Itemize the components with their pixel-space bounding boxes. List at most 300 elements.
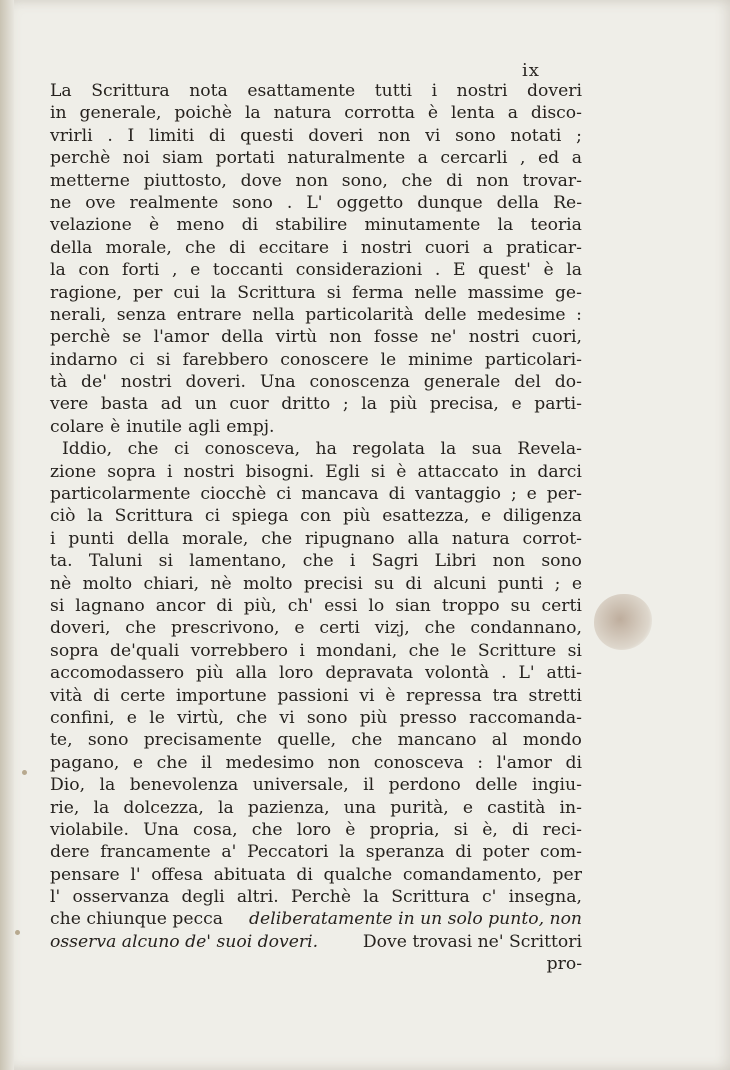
word: a xyxy=(482,237,494,258)
word: che xyxy=(236,707,268,728)
word: esattamente xyxy=(247,81,356,101)
word: tutti xyxy=(374,81,413,101)
word: conoscere xyxy=(280,349,369,370)
italic-quote: deliberatamente in un solo punto, non xyxy=(249,909,582,930)
word: e xyxy=(132,752,144,773)
word: perdono xyxy=(388,775,461,796)
word: limiti xyxy=(149,125,195,146)
word: portati xyxy=(215,148,275,169)
word: prescrivono, xyxy=(171,618,280,639)
word: è, xyxy=(482,819,498,840)
word: . xyxy=(501,663,507,684)
word: Scrittura xyxy=(114,506,194,527)
word: precisi xyxy=(303,573,363,594)
word: volontà xyxy=(425,663,490,684)
word: siam xyxy=(162,148,204,169)
word: più xyxy=(342,506,371,527)
word: che xyxy=(127,439,159,460)
word: è xyxy=(149,215,160,236)
word: della xyxy=(50,237,93,258)
word: non xyxy=(377,125,411,146)
word: conoscenza xyxy=(309,372,410,393)
word: : xyxy=(477,752,484,773)
word: la xyxy=(339,842,355,863)
word: stretti xyxy=(528,685,582,706)
text-segment: che chiunque pecca xyxy=(50,909,224,930)
word: per- xyxy=(546,484,582,505)
word: altri. xyxy=(236,887,279,908)
page-edge xyxy=(0,0,14,1070)
word: della xyxy=(126,528,170,549)
word: ta. xyxy=(50,551,73,572)
word: Peccatori xyxy=(247,842,329,863)
text-line xyxy=(50,685,582,707)
word: se xyxy=(122,327,142,348)
word: cui xyxy=(173,282,200,303)
text-segment: Dove trovasi ne' Scrittori xyxy=(362,931,582,952)
word: si xyxy=(50,595,65,616)
word: reci- xyxy=(542,819,582,840)
text-line xyxy=(50,237,582,259)
word: è xyxy=(110,416,121,437)
word: doveri, xyxy=(50,618,111,639)
word: conosceva, xyxy=(204,439,301,460)
word: cuori xyxy=(424,237,470,258)
word: do- xyxy=(554,372,582,393)
body-text xyxy=(50,80,582,976)
word: è xyxy=(345,819,356,840)
word: dunque xyxy=(417,192,483,213)
word: il xyxy=(201,752,213,773)
word: conosceva xyxy=(373,752,464,773)
word: e xyxy=(462,797,473,818)
word: e xyxy=(481,506,492,527)
word: ; xyxy=(554,573,561,594)
word: ; xyxy=(342,394,349,415)
text-line xyxy=(50,147,582,169)
word: nerali, xyxy=(50,304,107,325)
word: Scritture xyxy=(477,640,557,661)
word: I xyxy=(127,125,135,146)
word: depravata xyxy=(325,663,414,684)
word: ne' xyxy=(430,327,457,348)
word: si xyxy=(370,461,386,482)
word: sopra xyxy=(107,461,156,482)
word: precisamente xyxy=(143,730,262,751)
word: universale, xyxy=(252,775,349,796)
word: passioni xyxy=(277,685,349,706)
word: L' xyxy=(306,192,323,213)
word: naturalmente xyxy=(287,148,406,169)
word: ciocchè xyxy=(200,484,267,505)
text-line xyxy=(50,864,582,886)
word: metterne xyxy=(50,170,130,191)
word: te, xyxy=(50,730,73,751)
word: che xyxy=(251,819,283,840)
word: confini, xyxy=(50,707,115,728)
word: in xyxy=(509,461,527,482)
word: poichè xyxy=(174,103,233,124)
word: esattezza, xyxy=(382,506,470,527)
word: nella xyxy=(252,304,295,325)
word: particolarmente xyxy=(50,484,191,505)
word: di xyxy=(208,125,226,146)
word: natura xyxy=(451,528,510,549)
word: si xyxy=(453,819,469,840)
text-line xyxy=(50,416,582,438)
word: ci xyxy=(173,439,190,460)
word: de' xyxy=(81,372,107,393)
word: nostri xyxy=(120,372,172,393)
word: punti xyxy=(497,573,544,594)
word: i xyxy=(431,81,438,101)
catchword: pro- xyxy=(546,954,582,975)
word: per xyxy=(133,282,163,303)
word: i xyxy=(349,551,356,572)
text-line xyxy=(50,528,582,550)
text-line xyxy=(50,908,582,930)
word: una xyxy=(343,797,377,818)
word: con xyxy=(78,260,110,281)
word: punti xyxy=(68,528,114,549)
text-line xyxy=(50,483,582,505)
word: ch' xyxy=(287,595,314,616)
word: ripugnano xyxy=(305,528,395,549)
word: non xyxy=(295,170,329,191)
paper-fleck xyxy=(15,930,20,935)
word: colare xyxy=(50,416,105,437)
word: precisa, xyxy=(429,394,499,415)
word: alcuni xyxy=(433,573,487,594)
word: sono xyxy=(306,707,348,728)
word: senza xyxy=(116,304,167,325)
word: Taluni xyxy=(88,551,143,572)
word: ; xyxy=(510,484,517,505)
word: castità xyxy=(487,797,546,818)
word: un xyxy=(194,394,217,415)
word: purità, xyxy=(390,797,449,818)
text-line xyxy=(50,461,582,483)
word: ; xyxy=(576,125,582,146)
text-line xyxy=(50,707,582,729)
word: francamente xyxy=(100,842,211,863)
word: vorrebbero xyxy=(190,640,288,661)
word: del xyxy=(514,372,541,393)
word: loro xyxy=(296,819,332,840)
text-line xyxy=(50,393,582,415)
word: Iddio, xyxy=(62,439,113,460)
word: la xyxy=(440,439,457,460)
word: la xyxy=(363,887,379,908)
word: stabilire xyxy=(275,215,348,236)
word: fosse xyxy=(373,327,419,348)
word: chiari, xyxy=(143,573,200,594)
text-line xyxy=(50,371,582,393)
word: ancor xyxy=(155,595,206,616)
word: spiega xyxy=(231,506,289,527)
word: parti- xyxy=(534,394,582,415)
word: certi xyxy=(319,618,360,639)
word: eccitare xyxy=(258,237,330,258)
word: più, xyxy=(243,595,277,616)
text-line xyxy=(50,729,582,751)
word: la xyxy=(497,215,514,236)
word: notati xyxy=(510,125,562,146)
word: non xyxy=(492,551,526,572)
word: pensare xyxy=(50,864,120,885)
word: com- xyxy=(539,842,582,863)
word: a xyxy=(417,148,428,169)
word: condannano, xyxy=(470,618,582,639)
text-line xyxy=(50,125,582,147)
word: l' xyxy=(130,864,141,885)
word: noi xyxy=(122,148,150,169)
word: toccanti xyxy=(212,260,284,281)
word: sono xyxy=(455,125,496,146)
word: più xyxy=(389,394,418,415)
word: di xyxy=(565,752,582,773)
word: su xyxy=(510,595,531,616)
word: ferma xyxy=(352,282,404,303)
word: de'quali xyxy=(110,640,180,661)
word: poter xyxy=(482,842,530,863)
word: speranza xyxy=(365,842,445,863)
word: praticar- xyxy=(506,237,582,258)
word: Scrittura xyxy=(391,887,470,908)
word: realmente xyxy=(129,192,219,213)
word: a xyxy=(507,103,518,124)
word: doveri. xyxy=(185,372,246,393)
word: è xyxy=(385,685,396,706)
word: tà xyxy=(50,372,68,393)
word: ragione, xyxy=(50,282,123,303)
word: agli xyxy=(188,416,221,437)
word: raccomanda- xyxy=(469,707,582,728)
word: che xyxy=(261,528,293,549)
page-number: ix xyxy=(522,60,540,81)
word: indarno xyxy=(50,349,118,370)
word: insegna, xyxy=(508,887,582,908)
text-line xyxy=(50,573,582,595)
word: che xyxy=(125,618,157,639)
word: mondani, xyxy=(316,640,398,661)
word: si xyxy=(158,551,173,572)
text-line xyxy=(50,640,582,662)
word: Perchè xyxy=(290,887,351,908)
word: nostri xyxy=(360,237,412,258)
word: degli xyxy=(181,887,225,908)
word: velazione xyxy=(50,215,132,236)
word: nè xyxy=(210,573,232,594)
word: doveri xyxy=(527,81,582,101)
italic-quote: osserva alcuno de' suoi doveri. xyxy=(50,931,319,952)
word: più xyxy=(196,663,224,684)
word: cuori, xyxy=(531,327,582,348)
word: sono xyxy=(87,730,129,751)
word: E xyxy=(452,260,466,281)
word: vi xyxy=(359,685,375,706)
text-line xyxy=(50,259,582,281)
word: i xyxy=(299,640,305,661)
word: dere xyxy=(50,842,90,863)
text-line xyxy=(50,438,582,460)
word: la xyxy=(217,797,234,818)
word: si xyxy=(326,282,342,303)
word: , xyxy=(520,148,526,169)
word: le xyxy=(380,349,397,370)
word: che xyxy=(302,551,334,572)
text-line xyxy=(50,595,582,617)
word: alla xyxy=(235,663,268,684)
word: lagnano xyxy=(75,595,145,616)
word: : xyxy=(576,304,582,325)
word: a xyxy=(571,148,582,169)
word: nota xyxy=(189,81,228,101)
word: che xyxy=(351,730,383,751)
word: natura xyxy=(273,103,332,124)
word: Egli xyxy=(325,461,360,482)
word: ed xyxy=(538,148,560,169)
word: molto xyxy=(82,573,133,594)
word: perchè xyxy=(50,327,111,348)
word: ha xyxy=(315,439,337,460)
word: qualche xyxy=(323,864,393,885)
word: medesime xyxy=(477,304,566,325)
text-line xyxy=(50,797,582,819)
word: e xyxy=(294,618,305,639)
word: lamentano, xyxy=(189,551,287,572)
word: morale, xyxy=(105,237,172,258)
word: essi xyxy=(324,595,358,616)
word: corrot- xyxy=(522,528,582,549)
word: in xyxy=(50,103,67,124)
word: è xyxy=(396,461,407,482)
word: trovar- xyxy=(522,170,582,191)
word: troppo xyxy=(441,595,500,616)
paper-stain xyxy=(594,594,652,650)
word: si xyxy=(156,349,171,370)
word: virtù xyxy=(275,327,318,348)
word: delle xyxy=(424,304,467,325)
word: corrotta xyxy=(344,103,416,124)
word: La xyxy=(50,81,72,101)
word: comandamento, xyxy=(402,864,542,885)
word: l' xyxy=(50,887,61,908)
word: quelle, xyxy=(277,730,337,751)
word: le xyxy=(149,707,165,728)
word: ingiu- xyxy=(531,775,582,796)
word: presso xyxy=(399,707,457,728)
word: pazienza, xyxy=(247,797,330,818)
word: nelle xyxy=(414,282,457,303)
word: di xyxy=(228,237,246,258)
word: offesa xyxy=(151,864,203,885)
catchword-line xyxy=(50,953,582,975)
word: Re- xyxy=(553,192,582,213)
word: meno xyxy=(176,215,225,236)
word: di xyxy=(455,842,472,863)
word: vere xyxy=(50,394,89,415)
text-line xyxy=(50,505,582,527)
word: certi xyxy=(541,595,582,616)
word: che xyxy=(424,618,456,639)
word: bisogni. xyxy=(245,461,315,482)
word: benevolenza xyxy=(129,775,239,796)
word: di xyxy=(216,595,233,616)
word: tra xyxy=(492,685,518,706)
word: la xyxy=(50,260,66,281)
word: ge- xyxy=(554,282,582,303)
word: non xyxy=(329,327,362,348)
word: al xyxy=(491,730,508,751)
word: la xyxy=(361,394,377,415)
word: rie, xyxy=(50,797,80,818)
word: dritto xyxy=(281,394,331,415)
word: mancava xyxy=(301,484,379,505)
word: ci xyxy=(204,506,220,527)
word: atti- xyxy=(546,663,582,684)
word: mondo xyxy=(522,730,582,751)
word: i xyxy=(166,461,173,482)
text-line xyxy=(50,662,582,684)
word: Revela- xyxy=(517,439,582,460)
word: che xyxy=(401,170,433,191)
word: sono xyxy=(232,192,273,213)
word: osservanza xyxy=(72,887,170,908)
word: si xyxy=(567,640,582,661)
word: Una xyxy=(143,819,179,840)
word: la xyxy=(99,775,116,796)
word: molto xyxy=(243,573,293,594)
word: nostri xyxy=(468,327,520,348)
word: attaccato xyxy=(417,461,499,482)
word: inutile xyxy=(126,416,182,437)
text-line xyxy=(50,819,582,841)
word: zione xyxy=(50,461,97,482)
word: nostri xyxy=(456,81,508,101)
word: è xyxy=(543,260,554,281)
word: particolarità xyxy=(305,304,414,325)
word: vi xyxy=(425,125,441,146)
word: ad xyxy=(160,394,183,415)
word: ciò xyxy=(50,506,76,527)
word: della xyxy=(221,327,264,348)
word: . xyxy=(286,192,293,213)
text-line xyxy=(50,349,582,371)
word: cercarli xyxy=(440,148,508,169)
text-line xyxy=(50,214,582,236)
word: ne xyxy=(50,192,72,213)
word: vizj, xyxy=(374,618,410,639)
word: che xyxy=(156,752,188,773)
word: che xyxy=(408,640,440,661)
word: non xyxy=(327,752,361,773)
word: medesimo xyxy=(225,752,315,773)
word: dove xyxy=(240,170,282,191)
word: sono xyxy=(541,551,582,572)
word: farebbero xyxy=(182,349,269,370)
text-line xyxy=(50,192,582,214)
word: la xyxy=(87,506,103,527)
word: alla xyxy=(407,528,439,549)
word: i xyxy=(50,528,56,549)
word: cuor xyxy=(229,394,269,415)
text-line xyxy=(50,102,582,124)
word: ove xyxy=(85,192,116,213)
word: accomodassero xyxy=(50,663,185,684)
word: particolari- xyxy=(484,349,582,370)
word: perchè xyxy=(50,148,111,169)
